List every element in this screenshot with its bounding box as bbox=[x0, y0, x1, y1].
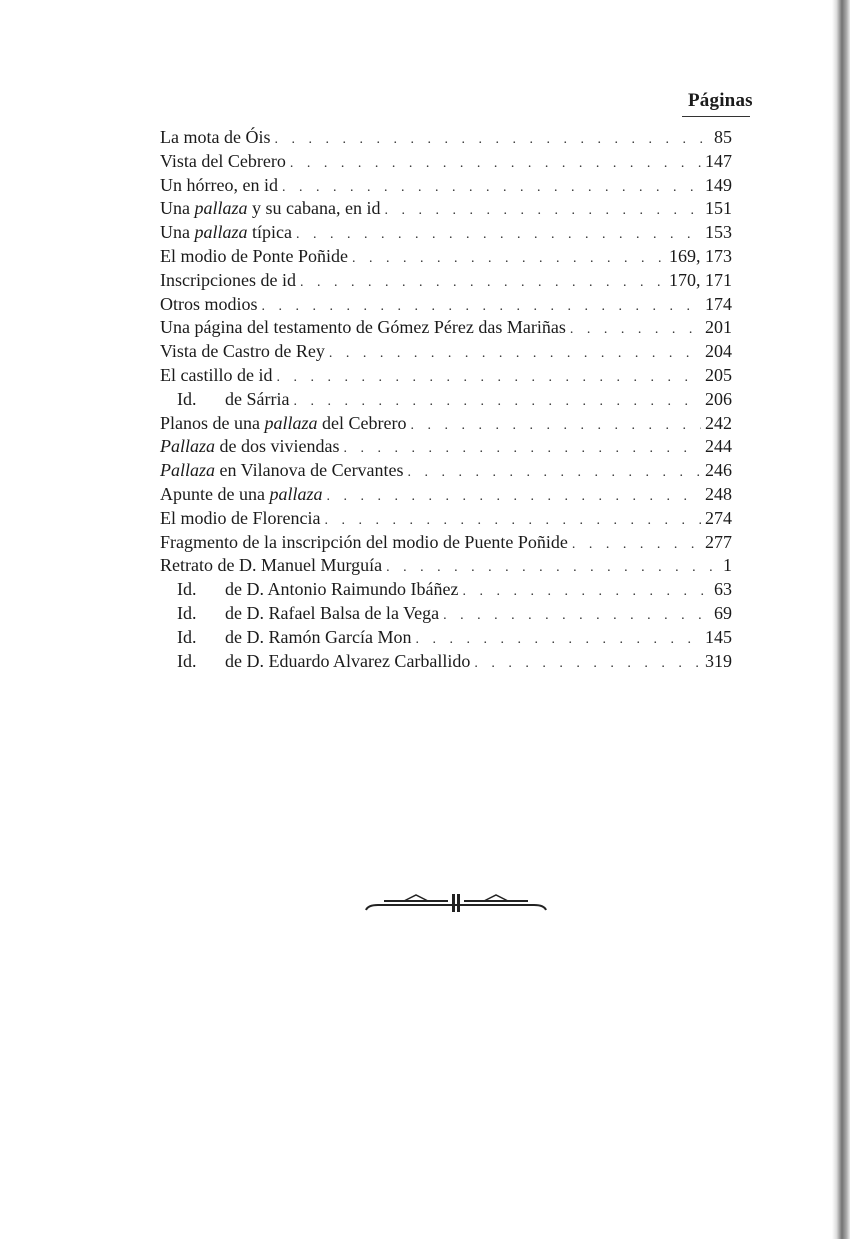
dot-leader bbox=[462, 580, 710, 604]
dot-leader bbox=[274, 128, 710, 152]
toc-entry bbox=[160, 602, 732, 626]
toc-entry bbox=[160, 340, 732, 364]
entry-page: 85 bbox=[714, 127, 732, 147]
ditto-mark: Id. bbox=[177, 626, 197, 647]
dot-leader bbox=[474, 652, 701, 676]
toc-entry bbox=[160, 626, 732, 650]
dot-leader bbox=[262, 295, 701, 319]
header-underline bbox=[682, 116, 750, 117]
dot-leader bbox=[344, 437, 702, 461]
entry-page: 201 bbox=[705, 317, 732, 338]
dot-leader bbox=[324, 509, 701, 533]
dot-leader bbox=[415, 628, 701, 652]
toc-entry bbox=[160, 245, 732, 269]
entry-title: Retrato de D. Manuel Murguía bbox=[160, 555, 383, 576]
dot-leader bbox=[386, 556, 719, 580]
dot-leader bbox=[410, 414, 701, 438]
entry-page: 149 bbox=[705, 174, 732, 195]
toc-entry bbox=[160, 531, 732, 555]
entry-page: 277 bbox=[705, 531, 732, 552]
ditto-mark: Id. bbox=[177, 579, 197, 600]
toc-entry bbox=[160, 174, 732, 198]
entry-title: El modio de Ponte Poñide bbox=[160, 245, 348, 266]
table-of-illustrations bbox=[160, 126, 732, 673]
entry-title: Inscripciones de id bbox=[160, 269, 296, 290]
toc-entry bbox=[160, 269, 732, 293]
entry-title: Id. de D. Ramón García Mon bbox=[177, 626, 411, 650]
entry-page: 153 bbox=[705, 222, 732, 243]
dot-leader bbox=[329, 342, 701, 366]
dot-leader bbox=[282, 176, 701, 200]
entry-page: 248 bbox=[705, 483, 732, 504]
dot-leader bbox=[293, 390, 701, 414]
toc-entry bbox=[160, 650, 732, 674]
toc-entry bbox=[160, 483, 732, 507]
entry-page: 63 bbox=[714, 579, 732, 600]
entry-title: El modio de Florencia bbox=[160, 507, 321, 528]
dot-leader bbox=[300, 271, 665, 295]
entry-title: Vista del Cebrero bbox=[160, 150, 286, 171]
entry-title: Id. de D. Eduardo Alvarez Carballido bbox=[177, 650, 470, 674]
toc-entry bbox=[160, 388, 732, 412]
toc-entry bbox=[160, 150, 732, 174]
dot-leader bbox=[276, 366, 701, 390]
entry-title: Vista de Castro de Rey bbox=[160, 341, 325, 362]
dot-leader bbox=[570, 318, 701, 342]
ornamental-rule bbox=[364, 890, 548, 916]
entry-page: 174 bbox=[705, 293, 732, 314]
toc-entry bbox=[160, 221, 732, 245]
entry-page: 246 bbox=[705, 460, 732, 481]
entry-title: Pallaza en Vilanova de Cervantes bbox=[160, 460, 404, 481]
page-edge-shadow bbox=[832, 0, 850, 1239]
dot-leader bbox=[384, 199, 701, 223]
entry-title: Planos de una pallaza del Cebrero bbox=[160, 412, 407, 433]
entry-title: Id. de D. Antonio Raimundo Ibáñez bbox=[177, 578, 458, 602]
toc-entry bbox=[160, 412, 732, 436]
entry-page: 169, 173 bbox=[669, 245, 732, 266]
toc-entry bbox=[160, 578, 732, 602]
dot-leader bbox=[326, 485, 701, 509]
entry-title: Id. de Sárria bbox=[177, 388, 289, 412]
dot-leader bbox=[443, 604, 710, 628]
pages-column-header: Páginas bbox=[688, 90, 753, 111]
entry-page: 244 bbox=[705, 436, 732, 457]
dot-leader bbox=[290, 152, 701, 176]
entry-title: Otros modios bbox=[160, 293, 258, 314]
entry-page: 274 bbox=[705, 507, 732, 528]
dot-leader bbox=[408, 461, 701, 485]
entry-page: 242 bbox=[705, 412, 732, 433]
entry-title: El castillo de id bbox=[160, 364, 273, 385]
entry-page: 204 bbox=[705, 341, 732, 362]
entry-page: 319 bbox=[705, 650, 732, 671]
ditto-mark: Id. bbox=[177, 650, 197, 671]
toc-entry bbox=[160, 364, 732, 388]
entry-page: 69 bbox=[714, 602, 732, 623]
toc-entry bbox=[160, 293, 732, 317]
toc-entry bbox=[160, 459, 732, 483]
toc-entry bbox=[160, 197, 732, 221]
ditto-mark: Id. bbox=[177, 388, 197, 409]
entry-title: Fragmento de la inscripción del modio de Puente Poñide bbox=[160, 531, 568, 552]
entry-page: 145 bbox=[705, 626, 732, 647]
toc-entry bbox=[160, 554, 732, 578]
entry-title: Pallaza de dos viviendas bbox=[160, 436, 340, 457]
entry-title: Un hórreo, en id bbox=[160, 174, 278, 195]
ditto-mark: Id. bbox=[177, 602, 197, 623]
entry-page: 170, 171 bbox=[669, 269, 732, 290]
entry-title: Una pallaza y su cabana, en id bbox=[160, 198, 381, 219]
entry-page: 1 bbox=[723, 555, 732, 576]
dot-leader bbox=[352, 247, 665, 271]
toc-entry bbox=[160, 435, 732, 459]
toc-entry bbox=[160, 507, 732, 531]
dot-leader bbox=[296, 223, 701, 247]
toc-entry bbox=[160, 316, 732, 340]
dot-leader bbox=[572, 533, 701, 557]
entry-page: 147 bbox=[705, 150, 732, 171]
entry-page: 151 bbox=[705, 198, 732, 219]
entry-title: Una página del testamento de Gómez Pérez das Mariñas bbox=[160, 317, 566, 338]
entry-page: 206 bbox=[705, 388, 732, 409]
entry-title: Id. de D. Rafael Balsa de la Vega bbox=[177, 602, 439, 626]
entry-page: 205 bbox=[705, 364, 732, 385]
entry-title: Apunte de una pallaza bbox=[160, 483, 323, 504]
toc-entry bbox=[160, 126, 732, 150]
entry-title: La mota de Óis bbox=[160, 127, 271, 147]
entry-title: Una pallaza típica bbox=[160, 222, 292, 243]
